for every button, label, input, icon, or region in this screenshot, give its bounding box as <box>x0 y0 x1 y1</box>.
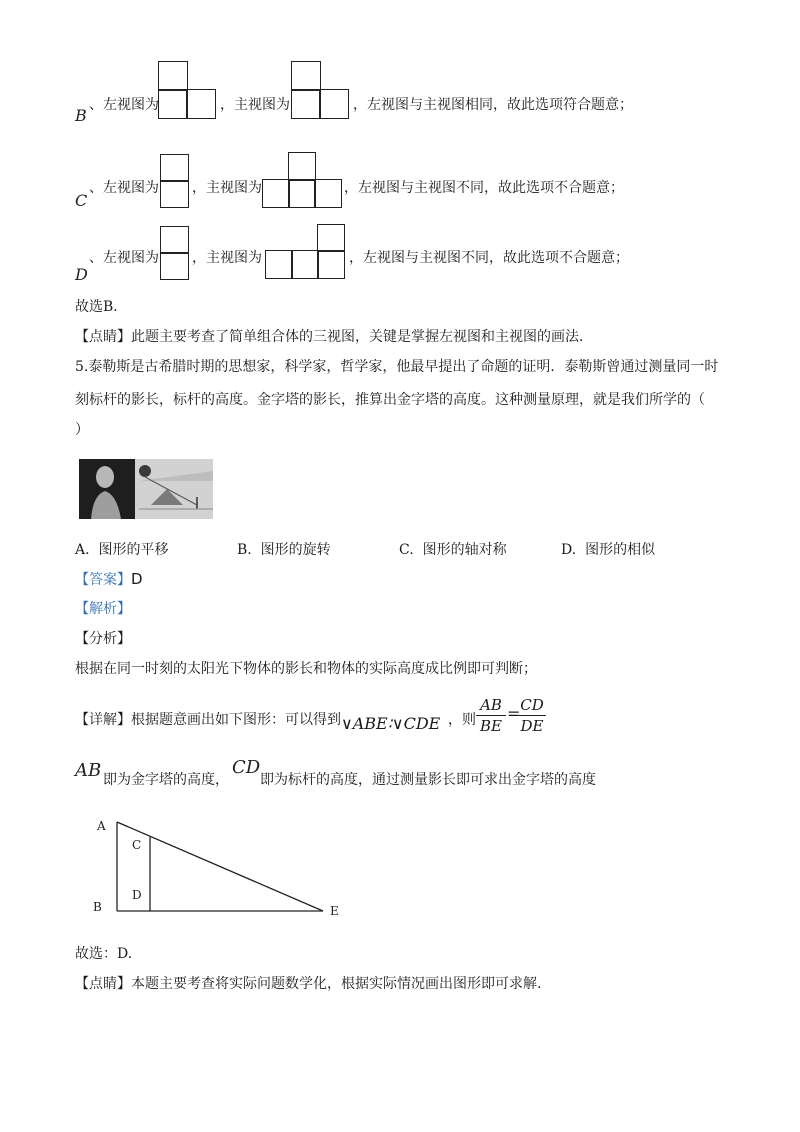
final-choice: 故选：D. <box>75 946 133 962</box>
option-c-left-view-figure <box>160 154 190 208</box>
fraction-ab-be <box>476 696 506 735</box>
analysis-tag: 【解析】 <box>75 601 131 617</box>
final-comment: 【点睛】本题主要考查将实际问题数学化，根据实际情况画出图形即可求解. <box>75 976 542 992</box>
fenxi-tag: 【分析】 <box>75 631 131 647</box>
vertex-a-label: A <box>97 819 106 833</box>
vertex-e-label: E <box>330 904 339 918</box>
vertex-c-label: C <box>132 838 142 852</box>
option-c-conclusion: ，左视图与主视图不同，故此选项不合题意； <box>344 180 624 196</box>
option-d-left-label: 、左视图为 <box>89 250 159 266</box>
question-option-b: B. 图形的旋转 <box>237 542 331 558</box>
cd-text: 即为标杆的高度，通过测量影长即可求出金字塔的高度 <box>260 772 596 788</box>
option-d-letter: D <box>75 265 88 284</box>
ab-text: 即为金字塔的高度， <box>103 772 229 788</box>
option-c-letter: C <box>75 191 88 210</box>
thales-pyramid-photo <box>79 459 213 519</box>
detail-text: 【详解】根据题意画出如下图形：可以得到 <box>75 712 341 728</box>
question-option-d: D. 图形的相似 <box>561 542 656 558</box>
option-c-front-view-figure <box>262 152 344 208</box>
option-c-left-label: 、左视图为 <box>89 180 159 196</box>
vertex-b-label: B <box>93 900 102 914</box>
prev-comment: 【点睛】此题主要考查了简单组合体的三视图，关键是掌握左视图和主视图的画法． <box>75 329 593 345</box>
fraction-cd-de <box>518 696 546 735</box>
option-d-front-view-figure <box>265 224 347 280</box>
option-b-conclusion: ，左视图与主视图相同，故此选项符合题意； <box>353 97 633 113</box>
option-b-front-label: ，主视图为 <box>220 97 290 113</box>
fraction-de-denominator: DE <box>520 717 544 735</box>
fraction-ab-numerator: AB <box>480 696 502 714</box>
question-line-2: 刻标杆的影长，标杆的高度。金字塔的影长，推算出金字塔的高度。这种测量原理，就是我们所学的（ <box>75 392 705 408</box>
similar-triangles: ∨ABE∶∨CDE <box>341 714 441 733</box>
fraction-be-denominator: BE <box>480 717 502 735</box>
prev-conclusion: 故选B． <box>75 299 128 315</box>
equals-sign: = <box>507 704 521 723</box>
option-d-front-label: ，主视图为 <box>192 250 262 266</box>
vertex-d-label: D <box>132 888 142 902</box>
similar-triangle-diagram <box>85 815 345 925</box>
answer-value: D <box>131 570 143 588</box>
option-c-front-label: ，主视图为 <box>192 180 262 196</box>
fraction-cd-numerator: CD <box>520 696 544 714</box>
option-b-letter: B <box>75 106 87 125</box>
fenxi-text: 根据在同一时刻的太阳光下物体的影长和物体的实际高度成比例即可判断； <box>75 661 537 677</box>
answer-tag: 【答案】 <box>75 572 131 588</box>
option-d-conclusion: ，左视图与主视图不同，故此选项不合题意； <box>349 250 629 266</box>
label-ab: AB <box>75 760 102 781</box>
question-option-a: A. 图形的平移 <box>75 542 169 558</box>
answer-line <box>75 570 143 589</box>
option-b-front-view-figure <box>291 61 351 119</box>
question-line-1: 5.泰勒斯是古希腊时期的思想家，科学家，哲学家，他最早提出了命题的证明．泰勒斯曾通过测量同一时 <box>75 359 719 375</box>
question-option-c: C. 图形的轴对称 <box>399 542 507 558</box>
label-cd: CD <box>232 757 261 778</box>
option-d-left-view-figure <box>160 226 190 280</box>
detail-then: ，则 <box>448 712 476 728</box>
option-b-left-label: 、左视图为 <box>89 97 159 113</box>
option-b-left-view-figure <box>158 61 218 119</box>
question-line-3: ） <box>75 422 89 438</box>
